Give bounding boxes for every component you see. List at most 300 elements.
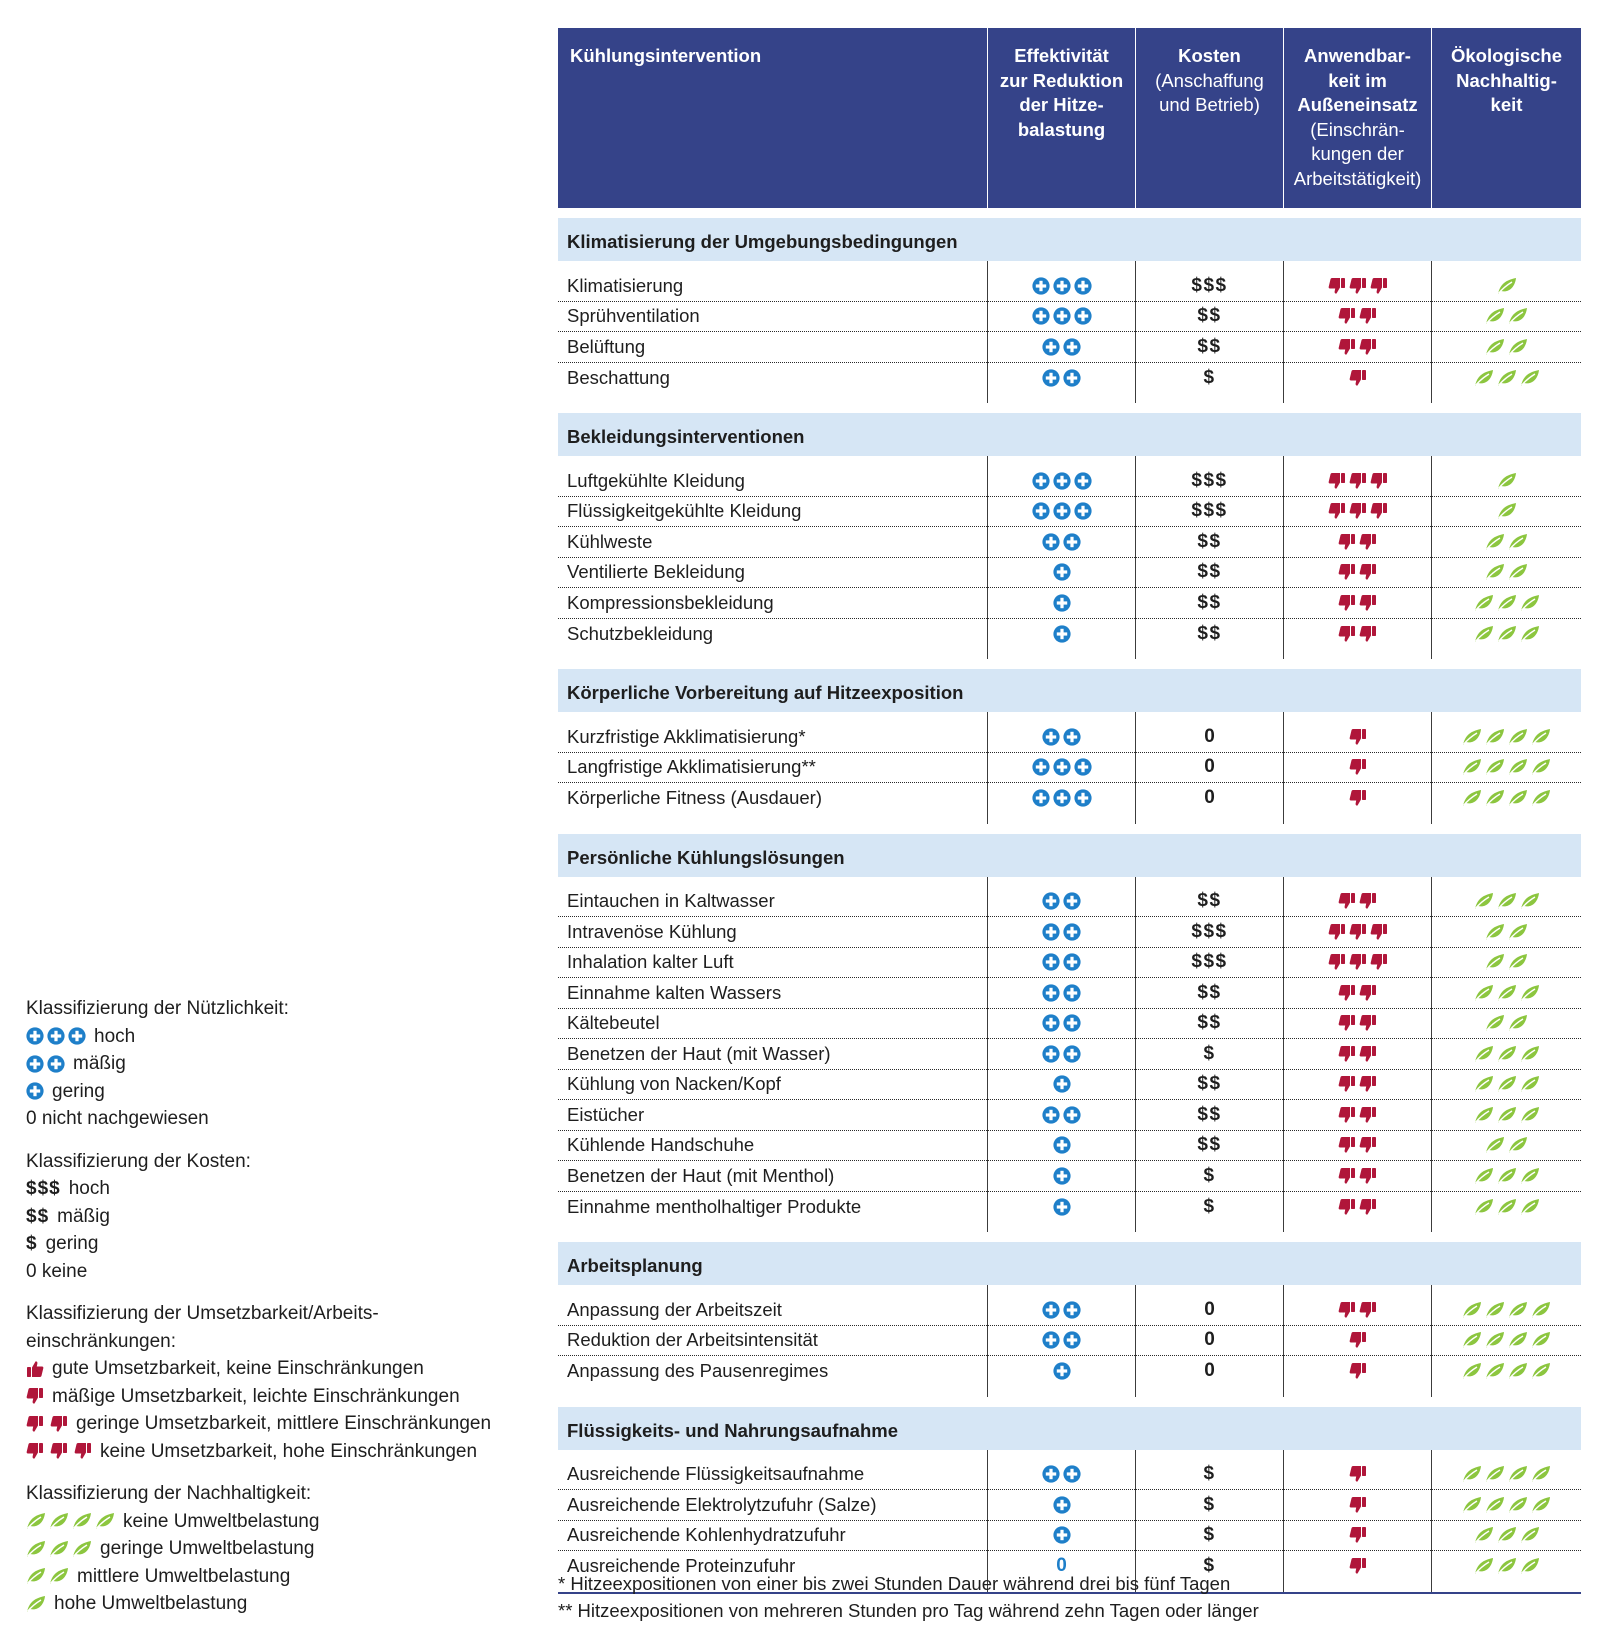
thumb-down-icon — [1370, 472, 1388, 490]
row-padding — [1283, 649, 1431, 659]
leaf-icon — [1485, 953, 1505, 971]
row-label: Benetzen der Haut (mit Wasser) — [558, 1039, 987, 1070]
plus-circle-icon — [1053, 1526, 1071, 1544]
legend-symbols — [26, 1082, 44, 1100]
legend-item-text: 0 nicht nachgewiesen — [26, 1108, 209, 1129]
leaf-icon — [1520, 625, 1540, 643]
plus-circle-icon — [1063, 1301, 1081, 1319]
legend-item — [26, 1078, 546, 1106]
thumb-down-icon — [1349, 502, 1367, 520]
leaf-icon — [1508, 307, 1528, 325]
cost-cell — [1135, 1521, 1283, 1552]
effectiveness-cell — [987, 948, 1135, 979]
plus-circle-icon — [1032, 307, 1050, 325]
thumb-down-icon — [1359, 307, 1377, 325]
leaf-icon — [1508, 789, 1528, 807]
effectiveness-rating — [1053, 1362, 1071, 1380]
cost-cell — [1135, 363, 1283, 394]
legend-item-text: hohe Umweltbelastung — [54, 1593, 248, 1614]
sustainability-cell — [1431, 527, 1581, 558]
row-padding — [558, 1285, 987, 1295]
plus-circle-icon — [1074, 502, 1092, 520]
cost-cell — [1135, 1356, 1283, 1387]
section-title: Bekleidungsinterventionen — [558, 413, 1581, 456]
thumb-down-icon — [1359, 1075, 1377, 1093]
table-header — [558, 28, 1581, 208]
thumb-down-icon — [1338, 1167, 1356, 1185]
thumb-down-icon — [1328, 502, 1346, 520]
leaf-icon — [1497, 1167, 1517, 1185]
plus-circle-icon — [1042, 892, 1060, 910]
sustainability-cell — [1431, 1460, 1581, 1491]
leaf-icon — [26, 1595, 46, 1613]
row-padding — [558, 456, 987, 466]
leaf-icon — [1508, 563, 1528, 581]
cost-cell — [1135, 1039, 1283, 1070]
leaf-icon — [1462, 1465, 1482, 1483]
sustainability-cell — [1431, 1551, 1581, 1582]
row-label: Ausreichende Elektrolytzufuhr (Salze) — [558, 1490, 987, 1521]
plus-circle-icon — [1074, 472, 1092, 490]
sustainability-cell — [1431, 1131, 1581, 1162]
row-padding — [987, 814, 1135, 824]
effectiveness-rating — [1053, 1075, 1071, 1093]
applicability-cell — [1283, 1039, 1431, 1070]
applicability-rating — [1349, 728, 1367, 746]
effectiveness-rating — [1053, 1198, 1071, 1216]
cost-cell — [1135, 588, 1283, 619]
effectiveness-cell — [987, 917, 1135, 948]
row-padding — [1431, 814, 1581, 824]
applicability-rating — [1328, 277, 1388, 295]
leaf-icon — [1520, 1106, 1540, 1124]
applicability-cell — [1283, 948, 1431, 979]
row-padding — [558, 261, 987, 271]
row-label: Kühlweste — [558, 527, 987, 558]
effectiveness-cell — [987, 1100, 1135, 1131]
effectiveness-rating — [1042, 923, 1081, 941]
cost-value: 0 — [1204, 1360, 1215, 1382]
applicability-cell — [1283, 1521, 1431, 1552]
thumb-down-icon — [1359, 1136, 1377, 1154]
leaf-icon — [1497, 277, 1517, 295]
thumb-down-icon — [1338, 1045, 1356, 1063]
leaf-icon — [1485, 728, 1505, 746]
leaf-icon — [1520, 1045, 1540, 1063]
sustainability-rating — [1462, 1496, 1551, 1514]
leaf-icon — [1462, 758, 1482, 776]
applicability-rating — [1328, 502, 1388, 520]
sustainability-cell — [1431, 1009, 1581, 1040]
row-padding — [558, 877, 987, 887]
row-label: Ventilierte Bekleidung — [558, 558, 987, 589]
plus-circle-icon — [1053, 502, 1071, 520]
applicability-rating — [1338, 984, 1377, 1002]
thumb-down-icon — [1349, 1496, 1367, 1514]
section-title: Arbeitsplanung — [558, 1242, 1581, 1285]
plus-circle-icon — [1042, 1465, 1060, 1483]
cost-value: $$$ — [1191, 920, 1228, 942]
row-label: Eistücher — [558, 1100, 987, 1131]
row-padding — [1431, 712, 1581, 722]
leaf-icon — [1508, 923, 1528, 941]
sustainability-rating — [1485, 338, 1528, 356]
thumb-down-icon — [1359, 1045, 1377, 1063]
leaf-icon — [1520, 594, 1540, 612]
applicability-rating — [1328, 472, 1388, 490]
applicability-cell — [1283, 1070, 1431, 1101]
sustainability-cell — [1431, 948, 1581, 979]
cost-value: $ — [1203, 1195, 1216, 1217]
row-padding — [1431, 1450, 1581, 1460]
thumb-down-icon — [1349, 1465, 1367, 1483]
plus-circle-icon — [1032, 277, 1050, 295]
leaf-icon — [1531, 1465, 1551, 1483]
applicability-cell — [1283, 1295, 1431, 1326]
cost-value: 0 — [1204, 1329, 1215, 1351]
row-label: Belüftung — [558, 332, 987, 363]
leaf-icon — [1508, 1496, 1528, 1514]
effectiveness-cell — [987, 1070, 1135, 1101]
leaf-icon — [1485, 1301, 1505, 1319]
row-label: Reduktion der Arbeitsintensität — [558, 1326, 987, 1357]
legend-item — [26, 1050, 546, 1078]
applicability-cell — [1283, 722, 1431, 753]
legend-item — [26, 1438, 546, 1466]
thumb-down-icon — [50, 1415, 68, 1433]
sustainability-cell — [1431, 753, 1581, 784]
effectiveness-cell — [987, 978, 1135, 1009]
cost-cell — [1135, 1131, 1283, 1162]
row-padding — [558, 649, 987, 659]
row-label: Kühlung von Nacken/Kopf — [558, 1070, 987, 1101]
applicability-rating — [1338, 338, 1377, 356]
leaf-icon — [1497, 502, 1517, 520]
thumb-down-icon — [50, 1442, 68, 1460]
leaf-icon — [1462, 1362, 1482, 1380]
applicability-cell — [1283, 271, 1431, 302]
sustainability-rating — [1462, 1301, 1551, 1319]
section-title: Klimatisierung der Umgebungsbedingungen — [558, 218, 1581, 261]
effectiveness-cell — [987, 466, 1135, 497]
legend-item-text: gering — [52, 1080, 105, 1102]
applicability-rating — [1328, 953, 1388, 971]
cost-value: $ — [1203, 1042, 1216, 1064]
plus-circle-icon — [1053, 758, 1071, 776]
sustainability-rating — [1485, 563, 1528, 581]
sustainability-cell — [1431, 1295, 1581, 1326]
thumb-down-icon — [1349, 789, 1367, 807]
cost-value: 0 — [1204, 787, 1215, 809]
applicability-cell — [1283, 619, 1431, 650]
leaf-icon — [1485, 789, 1505, 807]
thumb-down-icon — [1349, 1557, 1367, 1575]
sustainability-rating — [1485, 1136, 1528, 1154]
legend-benefit — [26, 995, 546, 1133]
effectiveness-cell — [987, 1521, 1135, 1552]
cost-value: $$ — [1197, 890, 1222, 912]
effectiveness-rating — [1053, 1526, 1071, 1544]
cost-cell — [1135, 1490, 1283, 1521]
leaf-icon — [1474, 369, 1494, 387]
cost-value: 0 — [1204, 725, 1215, 747]
sustainability-rating — [1485, 923, 1528, 941]
cost-cell — [1135, 332, 1283, 363]
cost-value: $$$ — [1191, 469, 1228, 491]
applicability-rating — [1349, 1526, 1367, 1544]
row-padding — [1135, 649, 1283, 659]
applicability-rating — [1349, 1496, 1367, 1514]
applicability-cell — [1283, 1356, 1431, 1387]
applicability-rating — [1338, 1106, 1377, 1124]
section-title: Flüssigkeits- und Nahrungsaufnahme — [558, 1407, 1581, 1450]
leaf-icon — [1485, 533, 1505, 551]
effectiveness-zero: 0 — [1056, 1555, 1067, 1577]
cost-cell — [1135, 527, 1283, 558]
leaf-icon — [1474, 892, 1494, 910]
legend-item — [26, 1023, 546, 1051]
sustainability-cell — [1431, 1070, 1581, 1101]
leaf-icon — [1485, 563, 1505, 581]
thumb-down-icon — [1370, 277, 1388, 295]
effectiveness-rating — [1042, 369, 1081, 387]
thumb-down-icon — [1370, 502, 1388, 520]
effectiveness-rating — [1032, 502, 1092, 520]
header-effectiveness: Effektivität zur Reduktion der Hitze- balastung — [987, 28, 1135, 208]
plus-circle-icon — [1063, 1465, 1081, 1483]
plus-circle-icon — [1053, 1075, 1071, 1093]
legend-item — [26, 1105, 546, 1133]
plus-circle-icon — [1063, 1331, 1081, 1349]
applicability-cell — [1283, 1551, 1431, 1582]
leaf-icon — [1474, 594, 1494, 612]
effectiveness-cell — [987, 527, 1135, 558]
row-padding — [558, 1387, 987, 1397]
sustainability-rating — [1497, 472, 1517, 490]
leaf-icon — [1508, 1465, 1528, 1483]
legend-item-text: hoch — [68, 1178, 110, 1199]
plus-circle-icon — [26, 1055, 44, 1073]
applicability-rating — [1349, 1557, 1367, 1575]
effectiveness-cell — [987, 619, 1135, 650]
leaf-icon — [49, 1567, 69, 1585]
effectiveness-rating — [1042, 1465, 1081, 1483]
row-padding — [558, 1222, 987, 1232]
cost-value: $$ — [1197, 1073, 1222, 1095]
leaf-icon — [1497, 892, 1517, 910]
sustainability-cell — [1431, 619, 1581, 650]
cost-value: $$ — [1197, 335, 1222, 357]
leaf-icon — [49, 1540, 69, 1558]
row-padding — [1135, 1387, 1283, 1397]
row-label: Flüssigkeitgekühlte Kleidung — [558, 497, 987, 528]
plus-circle-icon — [1042, 984, 1060, 1002]
leaf-icon — [1474, 625, 1494, 643]
cost-value: $$$ — [1191, 500, 1228, 522]
legend-sustainability-heading: Klassifizierung der Nachhaltigkeit: — [26, 1483, 312, 1504]
plus-circle-icon — [1063, 369, 1081, 387]
leaf-icon — [1485, 338, 1505, 356]
sustainability-cell — [1431, 1490, 1581, 1521]
cost-cell — [1135, 753, 1283, 784]
plus-circle-icon — [1042, 533, 1060, 551]
legend-symbols — [26, 1027, 86, 1045]
cost-value: $$ — [1197, 305, 1222, 327]
thumb-down-icon — [1338, 533, 1356, 551]
applicability-rating — [1338, 563, 1377, 581]
sustainability-cell — [1431, 1356, 1581, 1387]
section-rows — [558, 1285, 1581, 1397]
applicability-cell — [1283, 1490, 1431, 1521]
thumb-down-icon — [1328, 277, 1346, 295]
leaf-icon — [1474, 1198, 1494, 1216]
thumb-down-icon — [1349, 1526, 1367, 1544]
row-padding — [1135, 877, 1283, 887]
thumb-down-icon — [1359, 338, 1377, 356]
leaf-icon — [72, 1540, 92, 1558]
effectiveness-cell — [987, 588, 1135, 619]
row-label: Langfristige Akklimatisierung** — [558, 753, 987, 784]
thumb-down-icon — [1349, 728, 1367, 746]
plus-circle-icon — [1042, 369, 1060, 387]
row-padding — [987, 261, 1135, 271]
applicability-cell — [1283, 887, 1431, 918]
thumb-down-icon — [1359, 1198, 1377, 1216]
thumb-down-icon — [1349, 472, 1367, 490]
leaf-icon — [26, 1540, 46, 1558]
row-padding — [987, 649, 1135, 659]
leaf-icon — [1497, 1198, 1517, 1216]
applicability-rating — [1349, 1465, 1367, 1483]
plus-circle-icon — [1063, 953, 1081, 971]
row-padding — [987, 1285, 1135, 1295]
cost-cell — [1135, 558, 1283, 589]
cost-cell — [1135, 783, 1283, 814]
plus-circle-icon — [1053, 594, 1071, 612]
legend-item-text: keine Umweltbelastung — [123, 1510, 320, 1532]
plus-circle-icon — [1063, 984, 1081, 1002]
effectiveness-rating — [1032, 277, 1092, 295]
leaf-icon — [1485, 1362, 1505, 1380]
cost-value: $ — [1203, 1493, 1216, 1515]
row-padding — [1283, 393, 1431, 403]
sustainability-cell — [1431, 332, 1581, 363]
leaf-icon — [1520, 984, 1540, 1002]
applicability-cell — [1283, 1009, 1431, 1040]
effectiveness-rating — [1042, 892, 1081, 910]
thumb-down-icon — [1328, 923, 1346, 941]
legend-symbols — [26, 1595, 46, 1613]
thumb-down-icon — [26, 1442, 44, 1460]
effectiveness-cell — [987, 1356, 1135, 1387]
thumb-down-icon — [1338, 307, 1356, 325]
sustainability-cell — [1431, 1192, 1581, 1223]
plus-circle-icon — [1042, 728, 1060, 746]
row-label: Benetzen der Haut (mit Menthol) — [558, 1161, 987, 1192]
plus-circle-icon — [1053, 1198, 1071, 1216]
row-padding — [1135, 814, 1283, 824]
cost-value: $$ — [1197, 1134, 1222, 1156]
legend-item-text: gute Umsetzbarkeit, keine Einschränkungen — [52, 1358, 424, 1379]
plus-circle-icon — [1053, 625, 1071, 643]
sustainability-rating — [1474, 625, 1540, 643]
legend-symbols — [26, 1055, 65, 1073]
row-padding — [987, 1450, 1135, 1460]
sustainability-rating — [1474, 1167, 1540, 1185]
legend-item-text: gering — [45, 1233, 99, 1254]
legend-item — [26, 1535, 546, 1563]
row-label: Kältebeutel — [558, 1009, 987, 1040]
thumb-down-icon — [1338, 1014, 1356, 1032]
cost-value: $$ — [1197, 622, 1222, 644]
thumb-up-icon — [26, 1360, 44, 1378]
cost-value: 0 — [1204, 756, 1215, 778]
sustainability-rating — [1474, 1106, 1540, 1124]
legend-symbols — [26, 1442, 92, 1460]
effectiveness-cell — [987, 1326, 1135, 1357]
legend-symbols — [26, 1360, 44, 1378]
plus-circle-icon — [1042, 338, 1060, 356]
leaf-icon — [1485, 1496, 1505, 1514]
effectiveness-rating — [1042, 1106, 1081, 1124]
leaf-icon — [1485, 307, 1505, 325]
leaf-icon — [1474, 1045, 1494, 1063]
legend-feasibility-heading-2: einschränkungen: — [26, 1330, 176, 1352]
applicability-rating — [1349, 1331, 1367, 1349]
section — [558, 1407, 1581, 1592]
plus-circle-icon — [1063, 1014, 1081, 1032]
effectiveness-rating — [1032, 472, 1092, 490]
row-padding — [987, 456, 1135, 466]
effectiveness-rating — [1053, 594, 1071, 612]
applicability-cell — [1283, 1326, 1431, 1357]
row-padding — [1283, 1222, 1431, 1232]
cost-cell — [1135, 1326, 1283, 1357]
leaf-icon — [1520, 369, 1540, 387]
leaf-icon — [1462, 1331, 1482, 1349]
thumb-down-icon — [1370, 953, 1388, 971]
row-label: Schutzbekleidung — [567, 622, 714, 644]
effectiveness-rating — [1053, 625, 1071, 643]
thumb-down-icon — [1338, 892, 1356, 910]
section — [558, 669, 1581, 824]
sustainability-cell — [1431, 363, 1581, 394]
thumb-down-icon — [1349, 277, 1367, 295]
cost-cell — [1135, 271, 1283, 302]
footnote-1: * Hitzeexpositionen von einer bis zwei Stunden Dauer während drei bis fünf Tagen — [558, 1573, 1231, 1594]
plus-circle-icon — [1074, 789, 1092, 807]
section — [558, 834, 1581, 1233]
legend-item-text: keine Umsetzbarkeit, hohe Einschränkungen — [100, 1440, 478, 1462]
plus-circle-icon — [1032, 472, 1050, 490]
effectiveness-rating — [1042, 1045, 1081, 1063]
plus-circle-icon — [1042, 1106, 1060, 1124]
legend-item — [26, 1410, 546, 1438]
plus-circle-icon — [1063, 923, 1081, 941]
sustainability-rating — [1462, 1362, 1551, 1380]
plus-circle-icon — [1063, 338, 1081, 356]
legend-item-text: geringe Umweltbelastung — [100, 1538, 315, 1559]
thumb-down-icon — [1359, 594, 1377, 612]
table-body — [558, 218, 1581, 1592]
sustainability-rating — [1462, 1465, 1551, 1483]
leaf-icon — [1497, 369, 1517, 387]
cost-value: $$ — [1197, 591, 1222, 613]
plus-circle-icon — [26, 1082, 44, 1100]
plus-circle-icon — [1053, 307, 1071, 325]
legend-item-text: hoch — [94, 1025, 136, 1047]
cost-value: $$ — [1197, 1012, 1222, 1034]
